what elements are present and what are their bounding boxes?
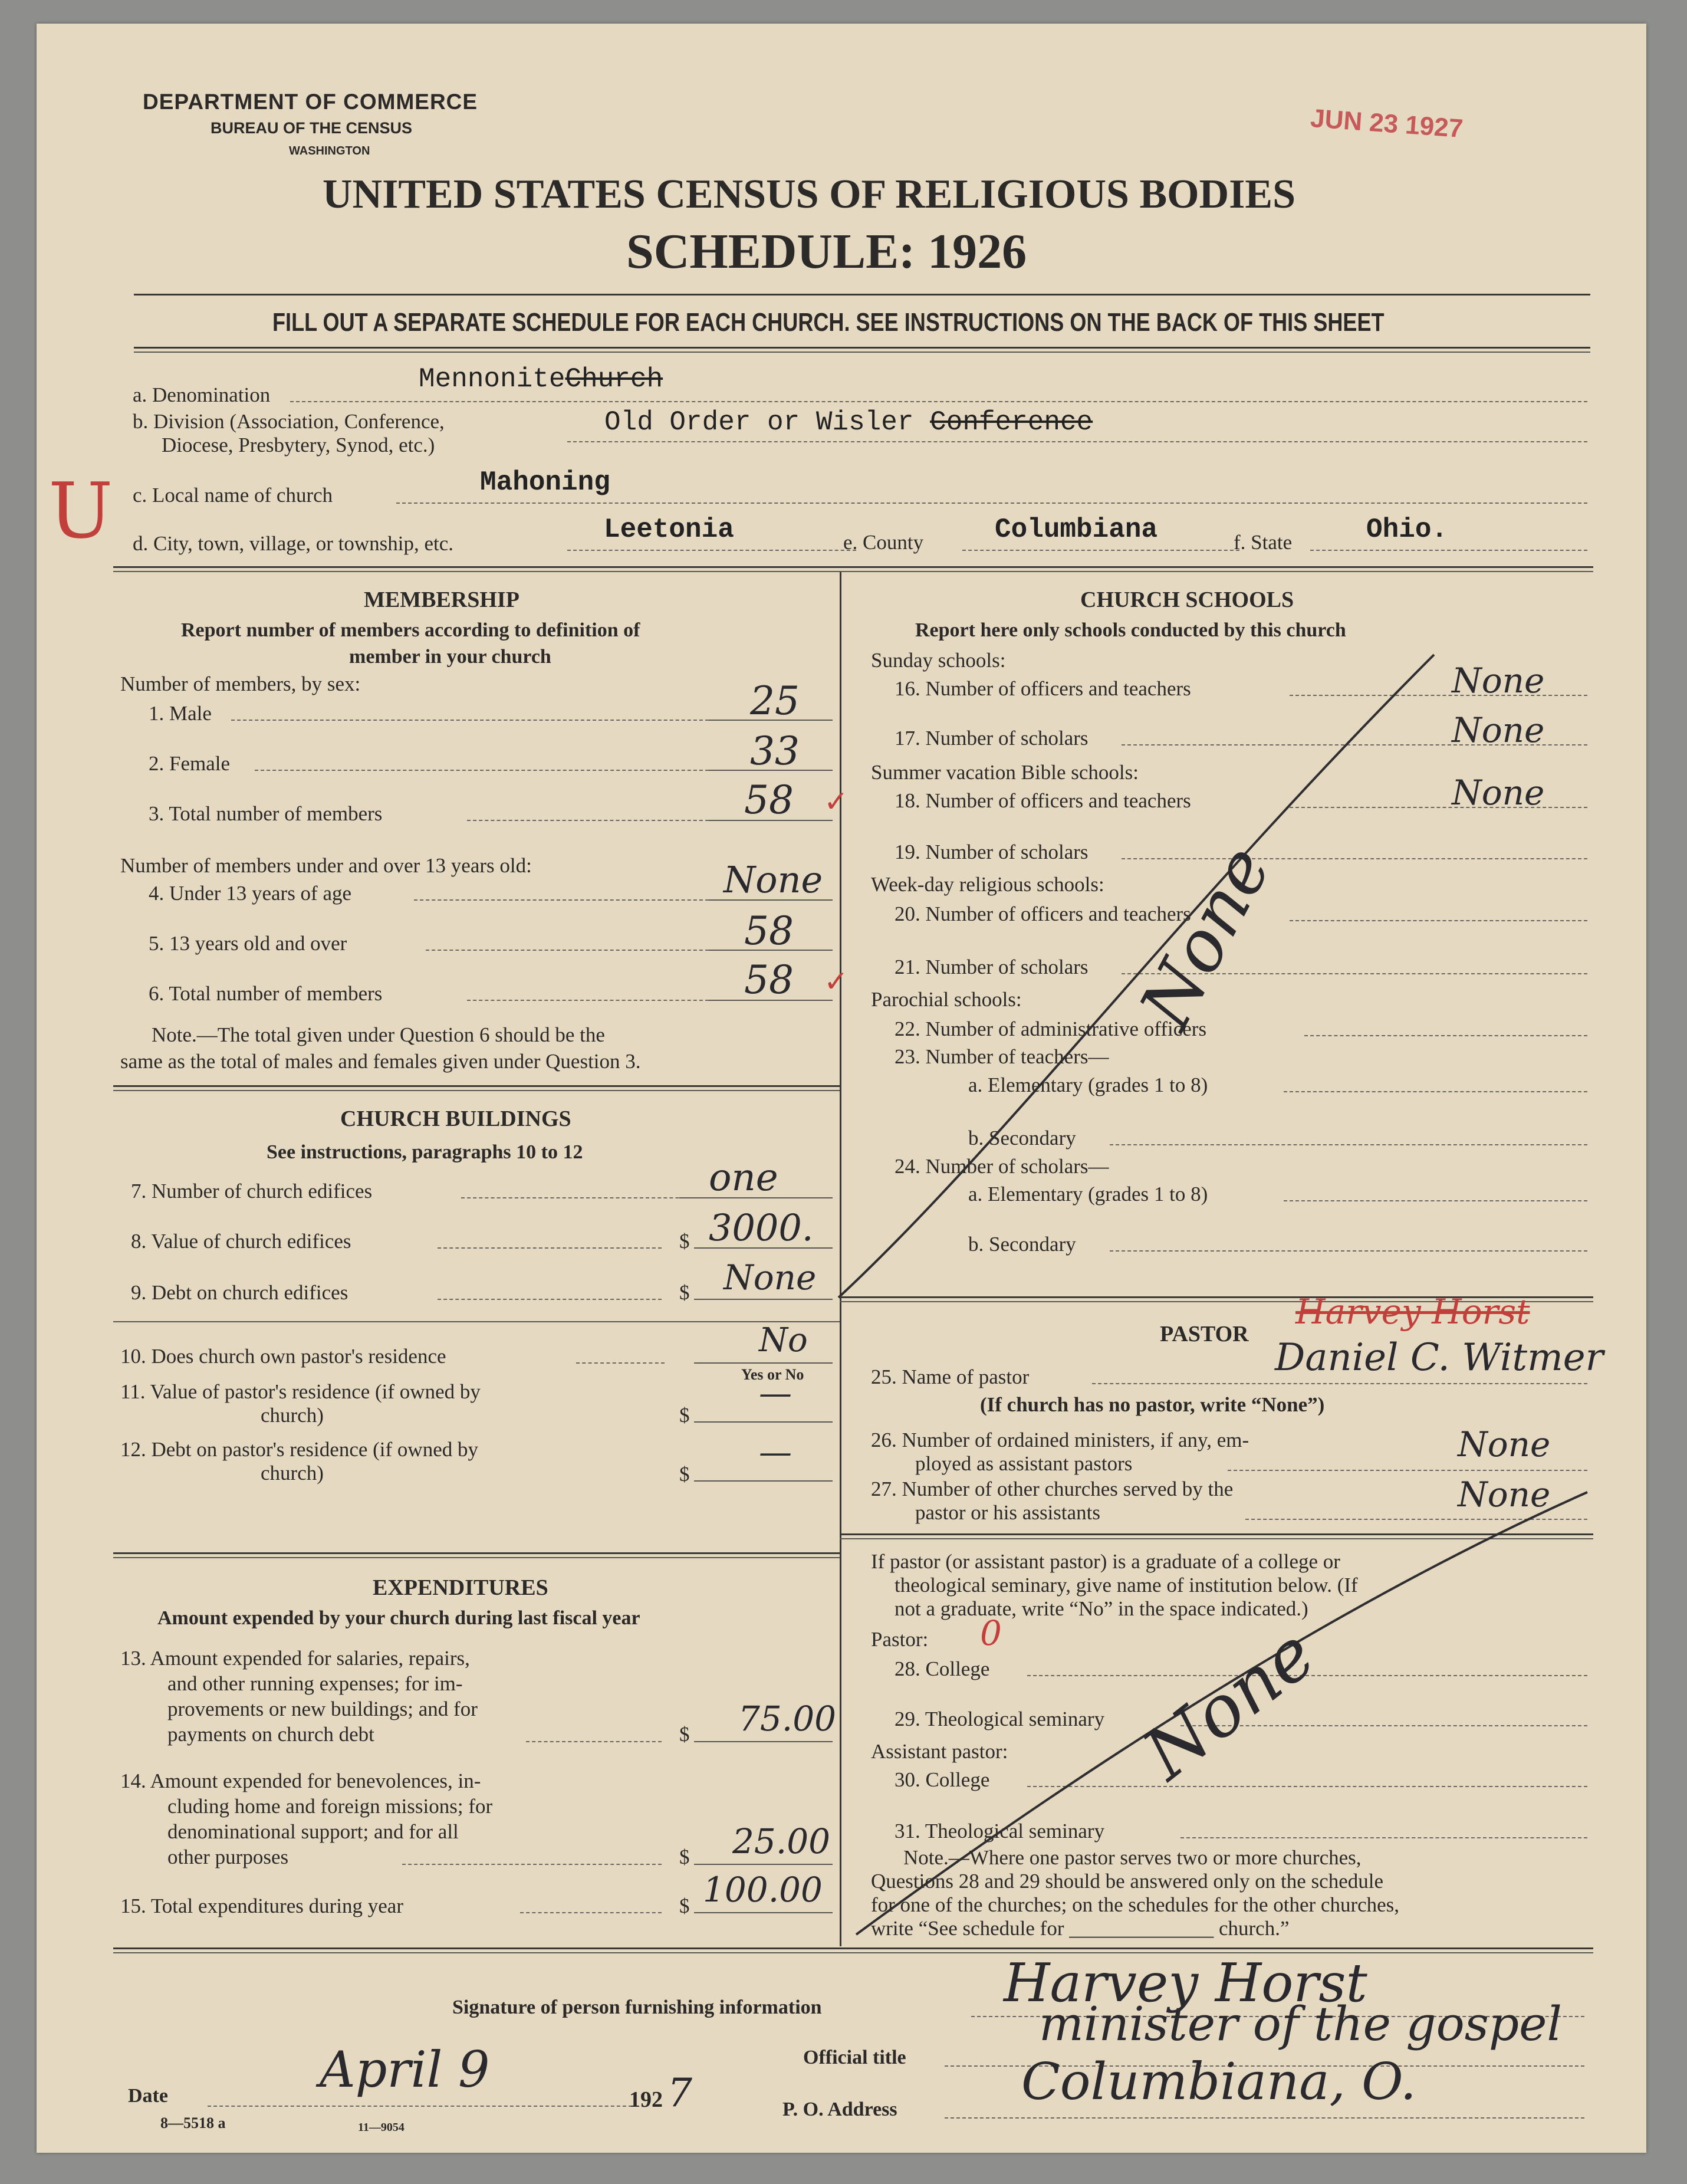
signature-field[interactable]: Harvey Horst xyxy=(1004,1952,1367,2014)
signature-label: Signature of person furnishing information xyxy=(452,1996,822,2018)
pastor-heading: PASTOR xyxy=(1160,1322,1249,1346)
county-field[interactable]: Columbiana xyxy=(995,514,1158,545)
form-number: 8—5518 a xyxy=(160,2114,226,2132)
q14-label: 14. Amount expended for benevolences, in- xyxy=(120,1769,481,1792)
division-label: b. Division (Association, Conference, xyxy=(133,410,445,433)
schedule-title: SCHEDULE: 1926 xyxy=(626,224,1027,279)
q17-answer[interactable]: None xyxy=(1452,710,1545,750)
denomination-field[interactable]: MennoniteChurch xyxy=(419,364,663,395)
q13-label: 13. Amount expended for salaries, repairs, xyxy=(120,1647,470,1670)
q20-label: 20. Number of officers and teachers xyxy=(895,902,1191,925)
q29-label: 29. Theological seminary xyxy=(895,1707,1105,1730)
q28-label: 28. College xyxy=(895,1657,990,1680)
census-schedule-sheet: DEPARTMENT OF COMMERCE BUREAU OF THE CENSUS WASHINGTON JUN 23 1927 UNITED STATES CENSUS OF RELIGIOUS BODIES SCHEDULE: 1926 FILL OUT A SEPARATE SCHEDULE FOR EACH CHURCH. SEE INSTRUCTIONS ON THE BACK OF THIS SHEET a. Denomination MennoniteChurch b. Division (Association, Conference, Diocese, Presbytery, Synod, etc.) Old Order or Wisler Conference U c. Local name of church Mahoning d. City, town, village, or township, etc. Leetonia e. County Columbiana f. State Ohio. MEMBERSHIP Report number of members according to definition of member in your church Number of members, by sex: 1. Male 25 2. Female 33 3. Total number of members 58 ✓ Number of members under and over 13 years old: 4. Under 13 years of age None 5. 13 years old and over 58 6. Total number of members 58 ✓ Note.—The total given under Question 6 should be the same as the total of males and females given under Question 3. CHURCH BUILDINGS See instructions, paragraphs 10 to 12 7. Number of church edifices one 8. Value of church edifices $ 3000. 9. Debt on church edifices $ None 10. Does church own pastor's residence No Yes or No 11. Value of pastor's residence (if owned by church) $ — 12. Debt on pastor's residence (if owned by church) $ — EXPENDITURES Amount expended by your church during last fiscal year 13. Amount expended for salaries, repairs, and other running expenses; for im- provements or new buildings; and for payments on church debt $ 75.00 14. Amount expended for benevolences, in- cluding home and foreign missions; for denominational support; and for all other purposes $ 25.00 15. Total expenditures during year $ 100.00 CHURCH SCHOOLS Report here only schools conducted by this church Sunday schools: 16. Number of officers and teachers None 17. Number of scholars None Summer vacation Bible schools: 18. Number of officers and teachers None 19. Number of scholars Week-day religious schools: 20. Number of officers and teachers 21. Number of scholars Parochial schools: 22. Number of administrative officers 23. Number of teachers— a. Elementary (grades 1 to 8) b. Secondary 24. Number of scholars— a. Elementary (grades 1 to 8) b. Secondary None PASTOR Harvey Horst 25. Name of pastor Daniel C. Witmer (If church has no pastor, write “None”) 26. Number of ordained ministers, if any, em- ployed as assistant pastors None 27. Number of other churches served by the pastor or his assistants None If pastor (or assistant pastor) is a graduate of a college or theological seminary, give name of institution below. (If not a graduate, write “No” in the space indicated.) Pastor: 0 28. College 29. Theological seminary Assistant pastor: 30. College 31. Theological seminary None Note.—Where one pastor serves two or more churches, Questions 28 and 29 should be answered only on the schedule for one of the churches; on the schedules for the other churches, write “See schedule for ______________ church.” Signature of person furnishing information Harvey Horst Official title minister of the gospel Date April 9 192 7 P. O. Address Columbiana, O. 8—5518 a 11—9054 xyxy=(37,24,1646,2153)
pastor-scrawl-text: None xyxy=(1128,1612,1330,1796)
q5-label: 5. 13 years old and over xyxy=(149,932,347,955)
q19-label: 19. Number of scholars xyxy=(895,840,1089,863)
check-mark-icon: ✓ xyxy=(824,965,849,998)
q14-answer[interactable]: 25.00 xyxy=(732,1821,831,1861)
q2-label: 2. Female xyxy=(149,752,231,775)
official-title-label: Official title xyxy=(803,2047,906,2068)
pastor-note: Note.—Where one pastor serves two or more churches, xyxy=(903,1846,1362,1869)
city-label: WASHINGTON xyxy=(289,144,370,157)
q9-answer[interactable]: None xyxy=(724,1257,817,1298)
print-number: 11—9054 xyxy=(358,2121,405,2134)
q11-answer[interactable]: — xyxy=(759,1374,792,1413)
instructions-banner: FILL OUT A SEPARATE SCHEDULE FOR EACH CHURCH. SEE INSTRUCTIONS ON THE BACK OF THIS SHEET xyxy=(272,308,1385,337)
instructions-rule xyxy=(134,347,1590,349)
q18-answer[interactable]: None xyxy=(1452,773,1545,813)
bureau-label: BUREAU OF THE CENSUS xyxy=(211,119,413,137)
q10-answer[interactable]: No xyxy=(759,1321,808,1359)
strike-line-scrawl xyxy=(827,643,1446,1303)
local-name-field[interactable]: Mahoning xyxy=(480,467,610,498)
division-field[interactable]: Old Order or Wisler Conference xyxy=(604,407,1093,438)
top-rule xyxy=(134,294,1590,295)
po-address-field[interactable]: Columbiana, O. xyxy=(1021,2052,1416,2111)
q27-answer[interactable]: None xyxy=(1458,1474,1551,1515)
po-address-label: P. O. Address xyxy=(782,2098,897,2120)
pastor-graduate-mark[interactable]: 0 xyxy=(980,1613,1002,1653)
q2-answer[interactable]: 33 xyxy=(750,728,800,774)
form-title: UNITED STATES CENSUS OF RELIGIOUS BODIES xyxy=(323,172,1296,217)
margin-check-mark: U xyxy=(48,466,113,556)
q10-label: 10. Does church own pastor's residence xyxy=(120,1345,446,1368)
state-field[interactable]: Ohio. xyxy=(1366,514,1448,545)
q12-label: 12. Debt on pastor's residence (if owned by xyxy=(120,1438,478,1461)
q15-answer[interactable]: 100.00 xyxy=(703,1870,823,1910)
date-label: Date xyxy=(128,2085,168,2107)
q31-label: 31. Theological seminary xyxy=(895,1820,1105,1843)
q6-label: 6. Total number of members xyxy=(149,982,383,1005)
q5-answer[interactable]: 58 xyxy=(744,908,794,954)
q15-label: 15. Total expenditures during year xyxy=(120,1894,403,1917)
q16-answer[interactable]: None xyxy=(1452,661,1545,701)
q26-answer[interactable]: None xyxy=(1458,1424,1551,1464)
q7-label: 7. Number of church edifices xyxy=(131,1180,373,1203)
church-schools-heading: CHURCH SCHOOLS xyxy=(1080,587,1294,612)
schools-scrawl-text: None xyxy=(1124,833,1287,1042)
q7-answer[interactable]: one xyxy=(709,1156,778,1200)
q30-label: 30. College xyxy=(895,1768,990,1791)
q4-answer[interactable]: None xyxy=(724,858,823,901)
q4-label: 4. Under 13 years of age xyxy=(149,882,352,905)
q1-answer[interactable]: 25 xyxy=(750,678,800,724)
q18-label: 18. Number of officers and teachers xyxy=(895,789,1191,812)
official-title-field[interactable]: minister of the gospel xyxy=(1039,1996,1562,2051)
q11-label: 11. Value of pastor's residence (if owned by xyxy=(120,1380,481,1403)
q16-label: 16. Number of officers and teachers xyxy=(895,677,1191,700)
expenditures-heading: EXPENDITURES xyxy=(373,1575,548,1600)
q3-answer[interactable]: 58 xyxy=(744,777,794,823)
membership-note: Note.—The total given under Question 6 should be the xyxy=(152,1023,605,1046)
q27-label: 27. Number of other churches served by the xyxy=(871,1477,1234,1500)
q8-answer[interactable]: 3000. xyxy=(709,1206,814,1249)
q3-label: 3. Total number of members xyxy=(149,802,383,825)
received-date-stamp: JUN 23 1927 xyxy=(1309,104,1464,143)
buildings-heading: CHURCH BUILDINGS xyxy=(340,1106,571,1131)
city-field[interactable]: Leetonia xyxy=(604,514,734,545)
q13-answer[interactable]: 75.00 xyxy=(738,1699,837,1739)
division-label-2: Diocese, Presbytery, Synod, etc.) xyxy=(162,433,435,456)
year-prefix: 192 xyxy=(629,2087,663,2112)
q21-label: 21. Number of scholars xyxy=(895,955,1089,978)
membership-heading: MEMBERSHIP xyxy=(364,587,519,612)
county-label: e. County xyxy=(843,531,924,554)
q25-answer[interactable]: Daniel C. Witmer xyxy=(1275,1336,1604,1380)
q12-answer[interactable]: — xyxy=(759,1433,792,1472)
q17-label: 17. Number of scholars xyxy=(895,727,1089,750)
q6-answer[interactable]: 58 xyxy=(744,957,794,1003)
q9-label: 9. Debt on church edifices xyxy=(131,1281,348,1304)
department-label: DEPARTMENT OF COMMERCE xyxy=(143,90,478,114)
date-field[interactable]: April 9 xyxy=(320,2041,490,2098)
year-digit[interactable]: 7 xyxy=(667,2070,692,2116)
q25-label: 25. Name of pastor xyxy=(871,1365,1030,1388)
q22-label: 22. Number of administrative officers xyxy=(895,1017,1207,1040)
q8-label: 8. Value of church edifices xyxy=(131,1230,351,1253)
city-label: d. City, town, village, or township, etc. xyxy=(133,532,454,555)
local-name-label: c. Local name of church xyxy=(133,484,333,507)
q26-label: 26. Number of ordained ministers, if any, em- xyxy=(871,1428,1249,1451)
state-label: f. State xyxy=(1234,531,1293,554)
check-mark-icon: ✓ xyxy=(824,785,849,818)
struck-pastor-name: Harvey Horst xyxy=(1295,1292,1530,1332)
q1-label: 1. Male xyxy=(149,702,212,725)
denomination-label: a. Denomination xyxy=(133,383,271,406)
